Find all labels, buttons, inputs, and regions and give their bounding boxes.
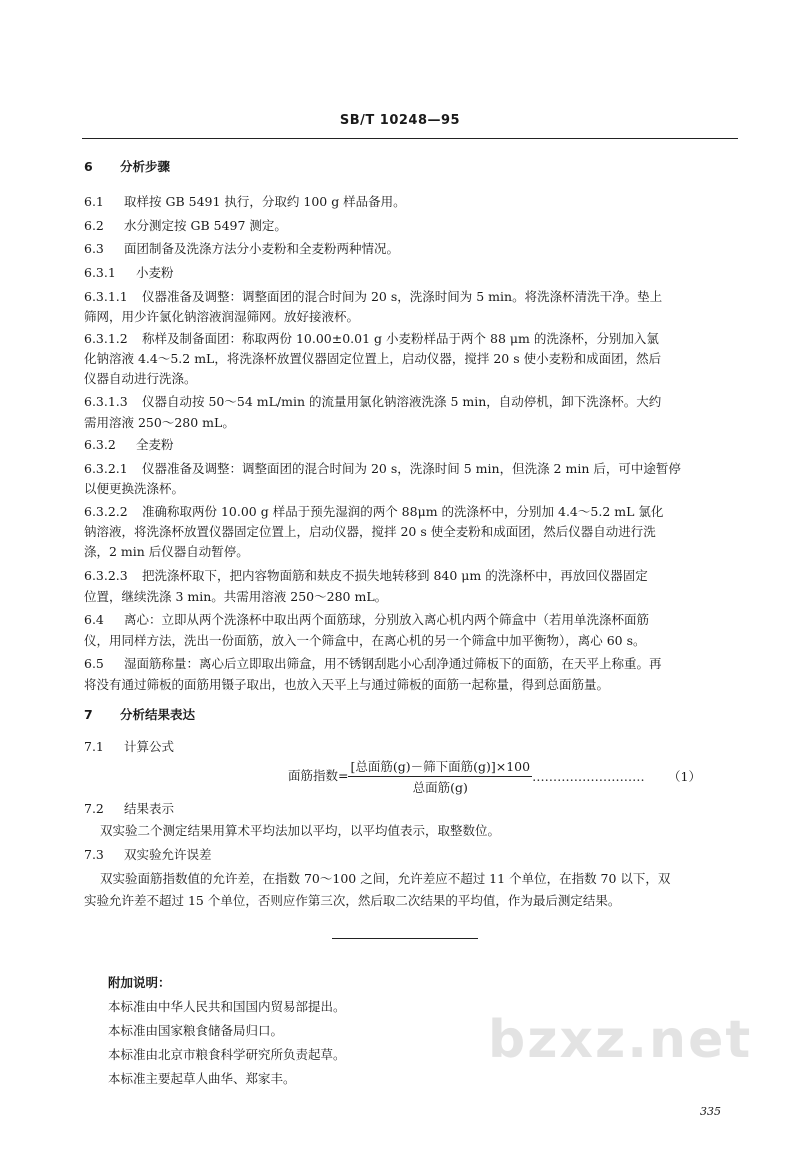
page-number: 335 (700, 1105, 721, 1118)
end-divider (332, 938, 478, 939)
clause-number: 6.3 (84, 241, 104, 256)
formula-lhs: 面筋指数= (288, 768, 349, 783)
clause-6-4-cont: 仪，用同样方法，洗出一份面筋，放入一个筛盒中，在离心机的另一个筛盒中加平衡物），离心 60 s。 (84, 633, 646, 648)
clause-7-3-body: 双实验面筋指数值的允许差，在指数 70～100 之间，允许差应不超过 11 个单位，在指数 70 以下，双 (100, 871, 671, 886)
clause-number: 7.2 (84, 801, 104, 816)
clause-number: 6.3.2.1 (84, 461, 128, 476)
formula-fraction (348, 757, 532, 796)
formula-leader: ……………………… (532, 769, 645, 784)
clause-text: 湿面筋称量：离心后立即取出筛盒，用不锈钢刮匙小心刮净通过筛板下的面筋，在天平上称重。再 (124, 656, 662, 671)
clause-7-2-body: 双实验二个测定结果用算术平均法加以平均，以平均值表示，取整数位。 (100, 823, 501, 838)
section-number: 6 (84, 159, 93, 174)
clause-text: 离心：立即从两个洗涤杯中取出两个面筋球，分别放入离心机内两个筛盒中（若用单洗涤杯面筋 (124, 612, 650, 627)
clause-6-3-1-2 (84, 330, 659, 348)
clause-6-5 (84, 655, 662, 673)
clause-text: 把洗涤杯取下，把内容物面筋和麸皮不损失地转移到 840 μm 的洗涤杯中，再放回仪器固定 (142, 568, 648, 583)
clause-text: 仪器准备及调整：调整面团的混合时间为 20 s，洗涤时间 5 min，但洗涤 2 min 后，可中途暂停 (142, 461, 681, 476)
clause-7-3 (84, 846, 212, 864)
note-item: 本标准主要起草人曲华、郑家丰。 (108, 1071, 296, 1086)
clause-6-3-1-1 (84, 288, 662, 306)
clause-number: 6.3.1.3 (84, 394, 128, 409)
standard-code: SB/T 10248—95 (339, 113, 461, 128)
clause-6-3-2-2-cont: 涤，2 min 后仪器自动暂停。 (84, 544, 249, 559)
clause-7-3-body-cont: 实验允许差不超过 15 个单位，否则应作第三次，然后取二次结果的平均值，作为最后测定结果。 (84, 893, 621, 908)
clause-6-1 (84, 193, 406, 211)
clause-text: 小麦粉 (136, 265, 174, 280)
clause-number: 7.1 (84, 739, 104, 754)
clause-6-3-1-2-cont: 仪器自动进行洗涤。 (84, 371, 197, 386)
clause-text: 仪器自动按 50～54 mL/min 的流量用氯化钠溶液洗涤 5 min，自动停机，卸下洗涤杯。大约 (142, 394, 662, 409)
clause-number: 6.5 (84, 656, 104, 671)
clause-number: 7.3 (84, 847, 104, 862)
note-item: 本标准由北京市粮食科学研究所负责起草。 (108, 1047, 346, 1062)
note-item: 本标准由国家粮食储备局归口。 (108, 1023, 284, 1038)
clause-text: 取样按 GB 5491 执行，分取约 100 g 样品备用。 (124, 194, 406, 209)
clause-6-3-2-1 (84, 460, 681, 478)
clause-6-3-2-2 (84, 503, 663, 521)
section-title: 分析结果表达 (120, 707, 196, 722)
equation-number: （1） (668, 769, 701, 784)
clause-6-3-1-3 (84, 393, 661, 411)
clause-6-3-2-2-cont: 钠溶液，将洗涤杯放置仪器固定位置上，启动仪器，搅拌 20 s 使全麦粉和成面团，然后仪器自动进行洗 (84, 524, 656, 539)
gluten-index-formula (288, 757, 645, 796)
clause-text: 仪器准备及调整：调整面团的混合时间为 20 s，洗涤时间为 5 min。将洗涤杯清洗干净。垫上 (142, 289, 663, 304)
clause-number: 6.3.1.1 (84, 289, 128, 304)
clause-6-4 (84, 611, 649, 629)
clause-text: 面团制备及洗涤方法分小麦粉和全麦粉两种情况。 (124, 241, 400, 256)
clause-6-3-2-3 (84, 567, 648, 585)
clause-7-1 (84, 738, 174, 756)
clause-6-2 (84, 217, 287, 235)
section-title: 分析步骤 (120, 159, 171, 174)
clause-text: 准确称取两份 10.00 g 样品于预先湿润的两个 88μm 的洗涤杯中，分别加 4.4～5.2 mL 氯化 (142, 504, 664, 519)
clause-6-3-1-1-cont: 筛网，用少许氯化钠溶液润湿筛网。放好接液杯。 (84, 309, 360, 324)
clause-number: 6.3.2 (84, 437, 116, 452)
clause-6-3-2-3-cont: 位置，继续洗涤 3 min。共需用溶液 250～280 mL。 (84, 589, 388, 604)
clause-text: 水分测定按 GB 5497 测定。 (124, 218, 287, 233)
clause-number: 6.3.1 (84, 265, 116, 280)
clause-number: 6.3.2.2 (84, 504, 128, 519)
section-7-heading (84, 706, 195, 724)
clause-text: 全麦粉 (136, 437, 174, 452)
clause-6-3-1-2-cont: 化钠溶液 4.4～5.2 mL，将洗涤杯放置仪器固定位置上，启动仪器，搅拌 20 s 使小麦粉和成面团，然后 (84, 351, 662, 366)
clause-6-3-1-3-cont: 需用溶液 250～280 mL。 (84, 415, 235, 430)
clause-text: 称样及制备面团：称取两份 10.00±0.01 g 小麦粉样品于两个 88 μm 的洗涤杯，分别加入氯 (142, 331, 659, 346)
clause-text: 结果表示 (124, 801, 175, 816)
clause-6-3-2 (84, 436, 174, 454)
clause-7-2 (84, 800, 174, 818)
formula-denominator: 总面筋(g) (412, 780, 468, 795)
clause-number: 6.3.1.2 (84, 331, 128, 346)
section-number: 7 (84, 707, 93, 722)
section-6-heading (84, 158, 170, 176)
clause-text: 双实验允许误差 (124, 847, 212, 862)
clause-number: 6.4 (84, 612, 104, 627)
watermark: bzxz.net (488, 1010, 753, 1070)
clause-number: 6.1 (84, 194, 104, 209)
clause-6-3 (84, 240, 399, 258)
clause-number: 6.3.2.3 (84, 568, 128, 583)
header-divider (82, 138, 738, 139)
formula-numerator: [总面筋(g)－筛下面筋(g)]×100 (348, 757, 532, 777)
note-item: 本标准由中华人民共和国国内贸易部提出。 (108, 999, 346, 1014)
clause-6-5-cont: 将没有通过筛板的面筋用镊子取出，也放入天平上与通过筛板的面筋一起称量，得到总面筋量。 (84, 677, 610, 692)
clause-number: 6.2 (84, 218, 104, 233)
clause-6-3-2-1-cont: 以便更换洗涤杯。 (84, 481, 185, 496)
clause-6-3-1 (84, 264, 174, 282)
additional-notes-title: 附加说明： (108, 975, 171, 990)
clause-text: 计算公式 (124, 739, 175, 754)
